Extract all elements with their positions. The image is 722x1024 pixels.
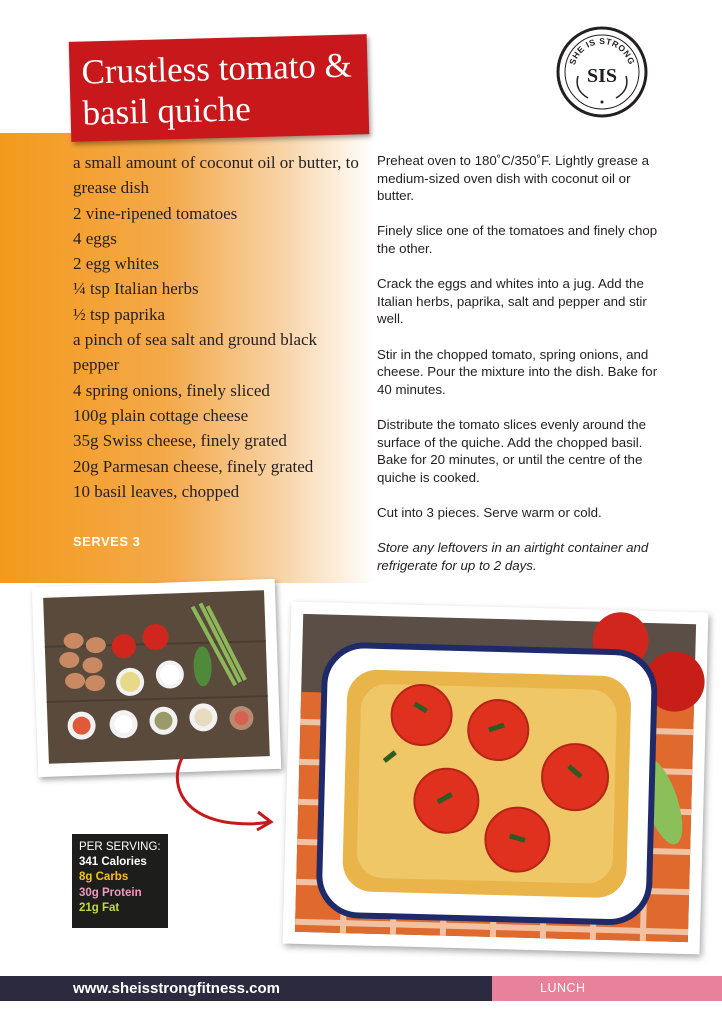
ingredient-item: ¼ tsp Italian herbs bbox=[73, 279, 199, 299]
ingredient-item: a small amount of coconut oil or butter, to grease dish bbox=[73, 153, 359, 198]
svg-text:SHE IS STRONG: SHE IS STRONG bbox=[567, 35, 637, 67]
method-step: Preheat oven to 180˚C/350˚F. Lightly grease a medium-sized oven dish with coconut oil or butter. bbox=[377, 153, 650, 204]
footer-website-bar bbox=[0, 976, 492, 1001]
quiche-photo bbox=[283, 602, 709, 955]
nutrition-protein: 30g Protein bbox=[79, 886, 142, 899]
ingredients-list bbox=[73, 150, 363, 504]
ingredient-item: ½ tsp paprika bbox=[73, 304, 166, 324]
serves-label: SERVES 3 bbox=[73, 534, 141, 549]
website-link[interactable]: www.sheisstrongfitness.com bbox=[73, 980, 280, 997]
method-step: Distribute the tomato slices evenly around the surface of the quiche. Add the chopped basil. Bake for 20 minutes, or until the centre of the quiche is cooked. bbox=[377, 416, 647, 485]
footer-bar bbox=[0, 976, 722, 1001]
nutrition-heading: PER SERVING: bbox=[79, 841, 161, 853]
she-is-strong-logo bbox=[556, 26, 648, 118]
nutrition-fat: 21g Fat bbox=[79, 901, 120, 914]
recipe-title: Crustless tomato & basil quiche bbox=[81, 45, 353, 133]
ingredient-item: 4 eggs bbox=[73, 228, 117, 248]
arrow-icon bbox=[170, 752, 280, 832]
method-steps bbox=[377, 152, 667, 592]
svg-text:SIS: SIS bbox=[586, 65, 618, 87]
footer-section-bar bbox=[492, 976, 722, 1001]
ingredient-item: 35g Swiss cheese, finely grated bbox=[73, 431, 287, 451]
nutrition-carbs: 8g Carbs bbox=[79, 871, 129, 884]
nutrition-calories: 341 Calories bbox=[79, 856, 147, 869]
quiche-photo-image bbox=[283, 602, 709, 955]
method-step: Crack the eggs and whites into a jug. Add the Italian herbs, paprika, salt and pepper and stir well. bbox=[377, 276, 647, 327]
ingredient-item: 4 spring onions, finely sliced bbox=[73, 380, 270, 400]
section-label: LUNCH bbox=[540, 981, 586, 995]
ingredient-item: 2 egg whites bbox=[73, 254, 159, 274]
title-banner bbox=[69, 34, 370, 142]
storage-note: Store any leftovers in an airtight container and refrigerate for up to 2 days. bbox=[377, 540, 649, 573]
ingredient-item: 10 basil leaves, chopped bbox=[73, 481, 240, 501]
ingredients-photo-image bbox=[32, 579, 281, 777]
method-step: Stir in the chopped tomato, spring onions, and cheese. Pour the mixture into the dish. Bake for 40 minutes. bbox=[377, 346, 658, 397]
method-step: Finely slice one of the tomatoes and finely chop the other. bbox=[377, 223, 658, 256]
ingredients-photo bbox=[32, 579, 281, 777]
method-step: Cut into 3 pieces. Serve warm or cold. bbox=[377, 504, 602, 520]
ingredient-item: 100g plain cottage cheese bbox=[73, 405, 249, 425]
ingredient-item: 20g Parmesan cheese, finely grated bbox=[73, 456, 314, 476]
ingredient-item: 2 vine-ripened tomatoes bbox=[73, 203, 238, 223]
ingredient-item: a pinch of sea salt and ground black pepper bbox=[73, 330, 318, 375]
nutrition-box bbox=[72, 834, 168, 928]
